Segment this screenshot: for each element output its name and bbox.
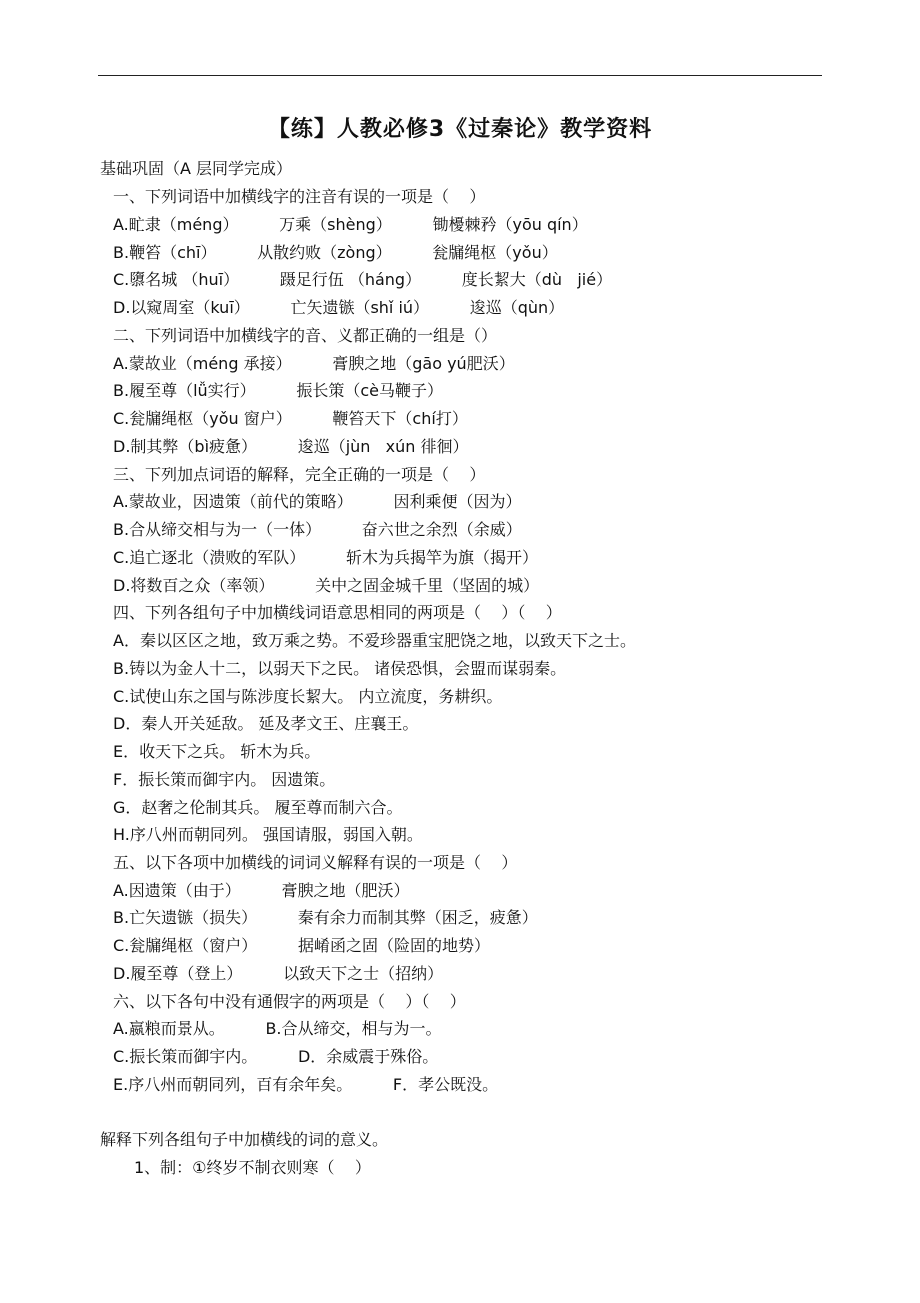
option-line: D.履至尊（登上） 以致天下之士（招纳）: [113, 964, 444, 983]
question-stem: 三、下列加点词语的解释，完全正确的一项是（ ）: [113, 465, 486, 484]
option-line: F．振长策而御宇内。 因遗策。: [113, 770, 336, 789]
question-stem: 六、以下各句中没有通假字的两项是（ ）（ ）: [113, 992, 466, 1011]
option-line: B.鞭笞（chī） 从散约败（zòng） 瓮牖绳枢（yǒu）: [113, 243, 558, 262]
option-line: A.嬴粮而景从。 B.合从缔交，相与为一。: [113, 1019, 442, 1038]
question-stem: 四、下列各组句子中加横线词语意思相同的两项是（ ）（ ）: [113, 603, 562, 622]
option-line: D.将数百之众（率领） 关中之固金城千里（坚固的城）: [113, 576, 540, 595]
option-line: D．秦人开关延敌。 延及孝文王、庄襄王。: [113, 714, 419, 733]
question-stem: 一、下列词语中加横线字的注音有误的一项是（ ）: [113, 187, 486, 206]
question-stem: 五、以下各项中加横线的词词义解释有误的一项是（ ）: [113, 853, 518, 872]
option-line: B.亡矢遗镞（损失） 秦有余力而制其弊（困乏，疲惫）: [113, 908, 538, 927]
option-line: C.隳名城 （huī） 蹑足行伍 （háng） 度长絜大（dù jié）: [113, 270, 613, 289]
option-line: G．赵奢之伦制其兵。 履至尊而制六合。: [113, 798, 403, 817]
option-line: B.履至尊（lǚ实行） 振长策（cè马鞭子）: [113, 381, 443, 400]
section-heading: 解释下列各组句子中加横线的词的意义。: [100, 1130, 389, 1149]
option-line: A.蒙故业，因遗策（前代的策略） 因利乘便（因为）: [113, 492, 522, 511]
option-line: C.瓮牖绳枢（yǒu 窗户） 鞭笞天下（chí打）: [113, 409, 468, 428]
option-line: B.合从缔交相与为一（一体） 奋六世之余烈（余威）: [113, 520, 522, 539]
section-heading: 基础巩固（A 层同学完成）: [100, 159, 293, 178]
option-line: C.试使山东之国与陈涉度长絜大。 内立流度，务耕织。: [113, 687, 503, 706]
option-line: A.因遗策（由于） 膏腴之地（肥沃）: [113, 881, 410, 900]
question-stem: 二、下列词语中加横线字的音、义都正确的一组是（）: [113, 326, 498, 345]
option-line: E.序八州而朝同列，百有余年矣。 F．孝公既没。: [113, 1075, 499, 1094]
option-line: A．秦以区区之地，致万乘之势。不爱珍器重宝肥饶之地，以致天下之士。: [113, 631, 636, 650]
option-line: D.以窥周室（kuī） 亡矢遗镞（shǐ iú） 逡巡（qùn）: [113, 298, 565, 317]
option-line: B.铸以为金人十二，以弱天下之民。 诸侯恐惧，会盟而谋弱秦。: [113, 659, 567, 678]
option-line: A.甿隶（méng） 万乘（shèng） 锄櫌棘矜（yōu qín）: [113, 215, 588, 234]
option-line: C.追亡逐北（溃败的军队） 斩木为兵揭竿为旗（揭开）: [113, 548, 538, 567]
option-line: D.制其弊（bì疲惫） 逡巡（jùn xún 徘徊）: [113, 437, 469, 456]
option-line: H.序八州而朝同列。 强国请服，弱国入朝。: [113, 825, 423, 844]
header-rule: [98, 75, 822, 76]
option-line: C.振长策而御宇内。 D．余威震于殊俗。: [113, 1047, 439, 1066]
option-line: E．收天下之兵。 斩木为兵。: [113, 742, 321, 761]
page-title: 【练】人教必修3《过秦论》教学资料: [267, 117, 653, 142]
option-line: C.瓮牖绳枢（窗户） 据崤函之固（险固的地势）: [113, 936, 490, 955]
option-line: A.蒙故业（méng 承接） 膏腴之地（gāo yú肥沃）: [113, 354, 515, 373]
question-stem: 1、制：①终岁不制衣则寒（ ）: [134, 1158, 371, 1177]
